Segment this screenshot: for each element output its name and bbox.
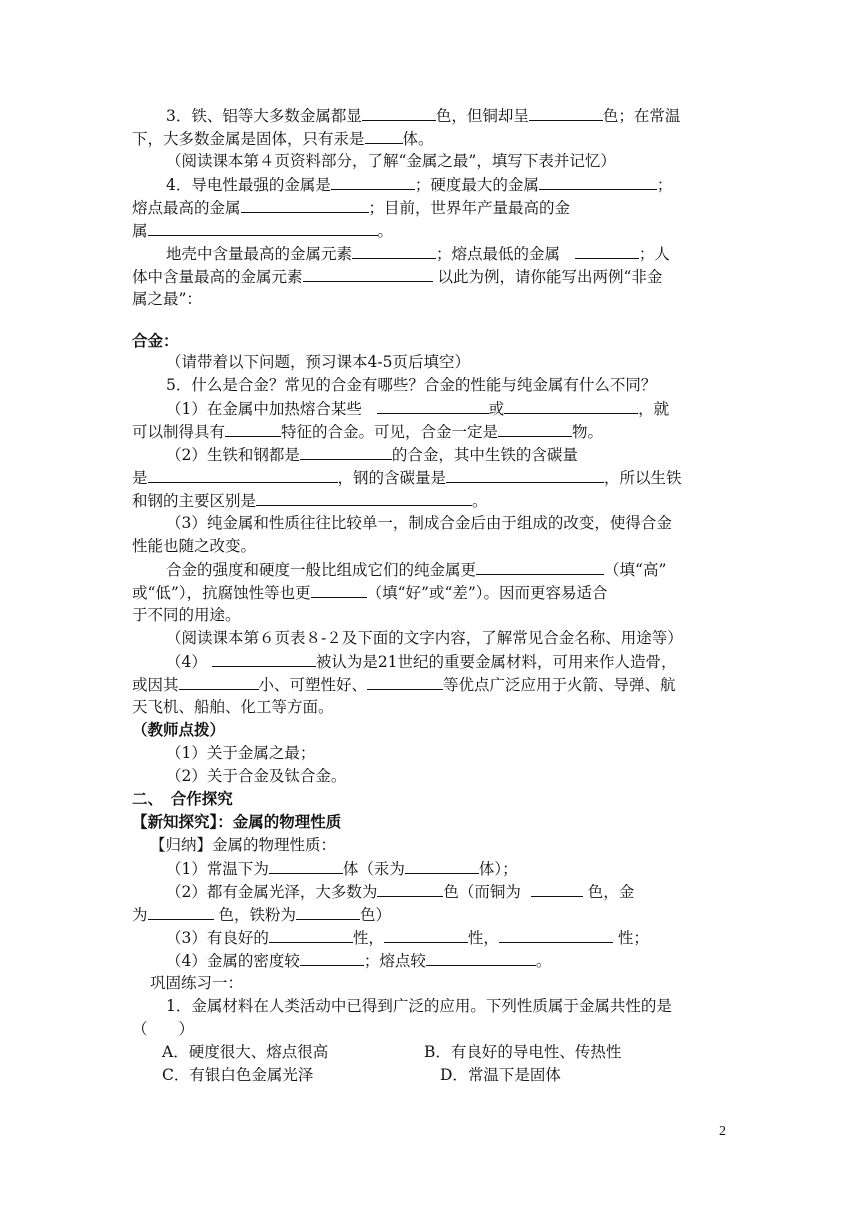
fill-blank[interactable] [362, 104, 436, 121]
section-heading: 二、 合作探究 [132, 790, 233, 808]
fill-blank[interactable] [296, 903, 360, 920]
option-a[interactable]: A．硬度很大、熔点很高 [162, 1043, 329, 1061]
text-line: 4．导电性最强的金属是 ；硬度最大的金属 ； [166, 173, 672, 196]
text-line: 【归纳】金属的物理性质： [150, 836, 337, 854]
fill-blank[interactable] [269, 857, 343, 874]
text-line: （2）都有金属光泽，大多数为 色（而铜为 色，金 [166, 880, 634, 903]
page-number: 2 [719, 1124, 726, 1139]
text-line: 下，大多数金属是固体，只有汞是 体。 [132, 127, 434, 150]
text-line: （2）关于合金及钛合金。 [166, 767, 347, 785]
section-heading: 【新知探究】：金属的物理性质 [132, 813, 342, 831]
text-line: 熔点最高的金属 ；目前，世界年产量最高的金 [132, 196, 570, 219]
fill-blank[interactable] [405, 857, 479, 874]
text-line: （3）纯金属和性质往往比较单一，制成合金后由于组成的改变，使得合金 [166, 514, 672, 532]
text-line: 属之最”： [132, 290, 202, 308]
fill-blank[interactable] [241, 196, 369, 213]
fill-blank[interactable] [498, 420, 572, 437]
text-line: 体中含量最高的金属元素 以此为例，请你能写出两例“非金 [132, 265, 662, 288]
text-line: （1）常温下为 体（汞为 体）； [166, 857, 518, 880]
text-line: （1）关于金属之最； [166, 744, 316, 762]
fill-blank[interactable] [384, 926, 468, 943]
fill-blank[interactable] [504, 397, 638, 414]
option-c[interactable]: C．有银白色金属光泽 [162, 1066, 314, 1084]
text-line: 地壳中含量最高的金属元素 ；熔点最低的金属 ；人 [166, 242, 670, 265]
text-line: 或因其 小、可塑性好、 等优点广泛应用于火箭、导弹、航 [132, 673, 676, 696]
teacher-note-heading: （教师点拨） [132, 721, 226, 739]
option-d[interactable]: D．常温下是固体 [440, 1066, 561, 1084]
text-line: （阅读课本第４页资料部分，了解“金属之最”，填写下表并记忆） [166, 152, 616, 170]
fill-blank[interactable] [212, 650, 316, 667]
fill-blank[interactable] [300, 443, 392, 460]
text-line: 天飞机、船舶、化工等方面。 [132, 698, 334, 716]
fill-blank[interactable] [531, 880, 583, 897]
fill-blank[interactable] [365, 127, 403, 144]
fill-blank[interactable] [303, 265, 433, 282]
fill-blank[interactable] [300, 949, 364, 966]
fill-blank[interactable] [256, 489, 472, 506]
fill-blank[interactable] [148, 903, 214, 920]
answer-parens: （ ） [132, 1020, 195, 1038]
text-line: 性能也随之改变。 [132, 537, 257, 555]
fill-blank[interactable] [377, 397, 489, 414]
fill-blank[interactable] [575, 242, 639, 259]
fill-blank[interactable] [377, 880, 443, 897]
fill-blank[interactable] [476, 558, 604, 575]
text-line: （4）金属的密度较 ；熔点较 。 [166, 949, 551, 972]
fill-blank[interactable] [529, 104, 603, 121]
text-line: （3）有良好的 性， 性， 性； [166, 926, 649, 949]
text-line: 合金的强度和硬度一般比组成它们的纯金属更 （填“高” [166, 558, 666, 581]
fill-blank[interactable] [179, 673, 259, 690]
fill-blank[interactable] [352, 242, 436, 259]
text-line: （2）生铁和钢都是 的合金，其中生铁的含碳量 [166, 443, 578, 466]
fill-blank[interactable] [426, 949, 536, 966]
fill-blank[interactable] [367, 673, 443, 690]
text-line: （请带着以下问题，预习课本4-5页后填空） [166, 353, 470, 371]
text-line: （4） 被认为是21世纪的重要金属材料，可用来作人造骨， [166, 650, 677, 673]
section-heading: 合金： [132, 332, 179, 350]
text-line: 巩固练习一： [150, 974, 244, 992]
fill-blank[interactable] [311, 581, 367, 598]
fill-blank[interactable] [331, 173, 415, 190]
fill-blank[interactable] [499, 926, 613, 943]
text-line: 可以制得具有 特征的合金。可见，合金一定是 物。 [132, 420, 603, 443]
fill-blank[interactable] [446, 466, 604, 483]
text-line: 属 。 [132, 219, 393, 242]
option-b[interactable]: B．有良好的导电性、传热性 [424, 1043, 622, 1061]
fill-blank[interactable] [539, 173, 657, 190]
text-line: 是 ，钢的含碳量是 ，所以生铁 [132, 466, 682, 489]
question-text: 1．金属材料在人类活动中已得到广泛的应用。下列性质属于金属共性的是 [166, 997, 672, 1015]
text-line: 为 色，铁粉为 色） [132, 903, 391, 926]
fill-blank[interactable] [148, 219, 378, 236]
text-line: （1）在金属中加热熔合某些 或 ，就 [166, 397, 669, 420]
text-line: （阅读课本第６页表８-２及下面的文字内容，了解常见合金名称、用途等） [166, 629, 683, 647]
text-line: 或“低”），抗腐蚀性等也更 （填“好”或“差”）。因而更容易适合 [132, 581, 608, 604]
text-line: 3．铁、铝等大多数金属都显 色，但铜却呈 色；在常温 [166, 104, 680, 127]
fill-blank[interactable] [148, 466, 338, 483]
text-line: 5．什么是合金？常见的合金有哪些？合金的性能与纯金属有什么不同？ [166, 376, 657, 394]
fill-blank[interactable] [269, 926, 353, 943]
text-line: 和钢的主要区别是 。 [132, 489, 488, 512]
fill-blank[interactable] [225, 420, 281, 437]
text-line: 于不同的用途。 [132, 606, 241, 624]
